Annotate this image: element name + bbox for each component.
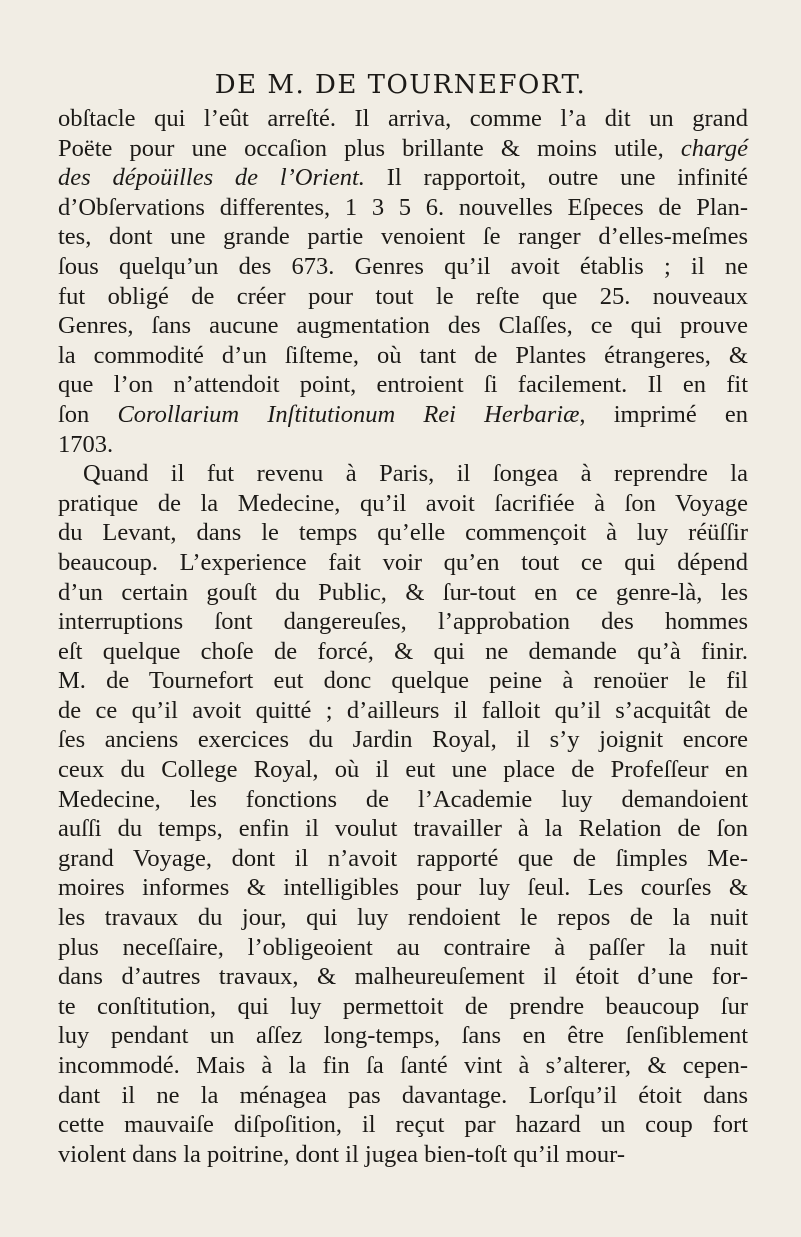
text-line (58, 696, 748, 726)
text-run: Quand il fut revenu à Paris, il ſongea à reprendre la (83, 460, 748, 488)
text-run: d’Obſervations differentes, 1 3 5 6. nouvelles Eſpeces de Plan- (58, 193, 748, 221)
text-line (58, 370, 748, 400)
text-line (58, 1081, 748, 1111)
text-run: beaucoup. L’experience fait voir qu’en tout ce qui dépend (58, 548, 748, 576)
text-run: luy pendant un aſſez long-temps, ſans en être ſenſiblement (58, 1022, 748, 1050)
text-run: Genres, ſans aucune augmentation des Claſſes, ce qui prouve (58, 312, 748, 340)
text-run: ſon (58, 400, 118, 428)
text-run: obſtacle qui l’eût arreſté. Il arriva, comme l’a dit un grand (58, 105, 748, 132)
body-text (58, 104, 748, 1169)
text-run: Poëte pour une occaſion plus brillante & moins utile, (58, 134, 681, 162)
italic-text: chargé (680, 134, 748, 162)
running-head: DE M. DE TOURNEFORT. (214, 70, 587, 100)
text-run: Il rapportoit, outre une infinité (364, 164, 748, 192)
text-run: la commodité d’un ſiſteme, où tant de Plantes étrangeres, & (58, 341, 748, 369)
text-run: auſſi du temps, enfin il voulut travailler à la Relation de ſon (58, 815, 748, 843)
text-line (58, 785, 748, 815)
text-run: moires informes & intelligibles pour luy ſeul. Les courſes & (58, 874, 748, 902)
text-run: fut obligé de créer pour tout le reſte que 25. nouveaux (58, 282, 748, 310)
text-run: plus neceſſaire, l’obligeoient au contraire à paſſer la nuit (58, 933, 748, 961)
text-line (58, 607, 748, 637)
text-line (58, 992, 748, 1022)
text-run: ſous quelqu’un des 673. Genres qu’il avoit établis ; il ne (58, 252, 748, 280)
text-run: ceux du College Royal, où il eut une place de Profeſſeur en (58, 756, 748, 784)
text-line (58, 163, 748, 193)
text-run: incommodé. Mais à la fin ſa ſanté vint à s’alterer, & cepen- (58, 1052, 748, 1079)
italic-text: Corollarium Inſtitutionum Rei Herbariæ (117, 400, 580, 428)
text-run: du Levant, dans le temps qu’elle commençoit à luy réüſſir (58, 519, 748, 547)
text-line (58, 282, 748, 312)
text-run: eſt quelque choſe de forcé, & qui ne demande qu’à finir. (58, 637, 748, 665)
text-run: te conſtitution, qui luy permettoit de prendre beaucoup ſur (58, 992, 748, 1020)
text-line (58, 1140, 748, 1170)
text-run: cette mauvaiſe diſpoſition, il reçut par hazard un coup fort (58, 1111, 748, 1139)
text-line (58, 666, 748, 696)
text-run: dant il ne la ménagea pas davantage. Lorſqu’il étoit dans (58, 1081, 748, 1109)
text-line (58, 222, 748, 252)
text-run: que l’on n’attendoit point, entroient ſi facilement. Il en fit (58, 371, 748, 399)
text-line (58, 311, 748, 341)
text-line (58, 903, 748, 933)
text-run: les travaux du jour, qui luy rendoient le repos de la nuit (58, 904, 748, 932)
text-line (58, 548, 748, 578)
text-line (58, 459, 748, 489)
text-line (58, 1110, 748, 1140)
text-run: M. de Tournefort eut donc quelque peine à renoüer le fil (58, 667, 748, 695)
text-run: de ce qu’il avoit quitté ; d’ailleurs il falloit qu’il s’acquitât de (58, 696, 748, 724)
text-line (58, 755, 748, 785)
text-line (58, 518, 748, 548)
text-run: dans d’autres travaux, & malheureuſement il étoit d’une for- (58, 963, 748, 991)
text-line (58, 1051, 748, 1081)
text-line (58, 134, 748, 164)
text-run: , imprimé en (579, 400, 748, 428)
text-line (58, 104, 748, 134)
text-line (58, 578, 748, 608)
text-line (58, 962, 748, 992)
text-run: violent dans la poitrine, dont il jugea bien-toſt qu’il mour- (58, 1140, 625, 1168)
text-run: pratique de la Medecine, qu’il avoit ſacrifiée à ſon Voyage (58, 489, 748, 517)
text-run: d’un certain gouſt du Public, & ſur-tout en ce genre-là, les (58, 578, 748, 606)
text-line (58, 725, 748, 755)
text-line (58, 933, 748, 963)
text-run: tes, dont une grande partie venoient ſe ranger d’elles-meſmes (58, 223, 748, 251)
text-run: grand Voyage, dont il n’avoit rapporté que de ſimples Me- (58, 844, 748, 872)
text-line (58, 430, 748, 460)
text-line (58, 844, 748, 874)
text-line (58, 814, 748, 844)
text-line (58, 341, 748, 371)
text-line (58, 252, 748, 282)
text-line (58, 873, 748, 903)
text-line (58, 400, 748, 430)
text-run: ſes anciens exercices du Jardin Royal, il s’y joignit encore (58, 726, 748, 754)
text-line (58, 489, 748, 519)
text-run: interruptions ſont dangereuſes, l’approbation des hommes (58, 608, 748, 636)
text-line (58, 637, 748, 667)
italic-text: des dépoüilles de l’Orient. (58, 164, 365, 192)
text-line (58, 1021, 748, 1051)
text-run: 1703. (58, 430, 114, 458)
text-run: Medecine, les fonctions de l’Academie luy demandoient (58, 785, 748, 813)
text-line (58, 193, 748, 223)
